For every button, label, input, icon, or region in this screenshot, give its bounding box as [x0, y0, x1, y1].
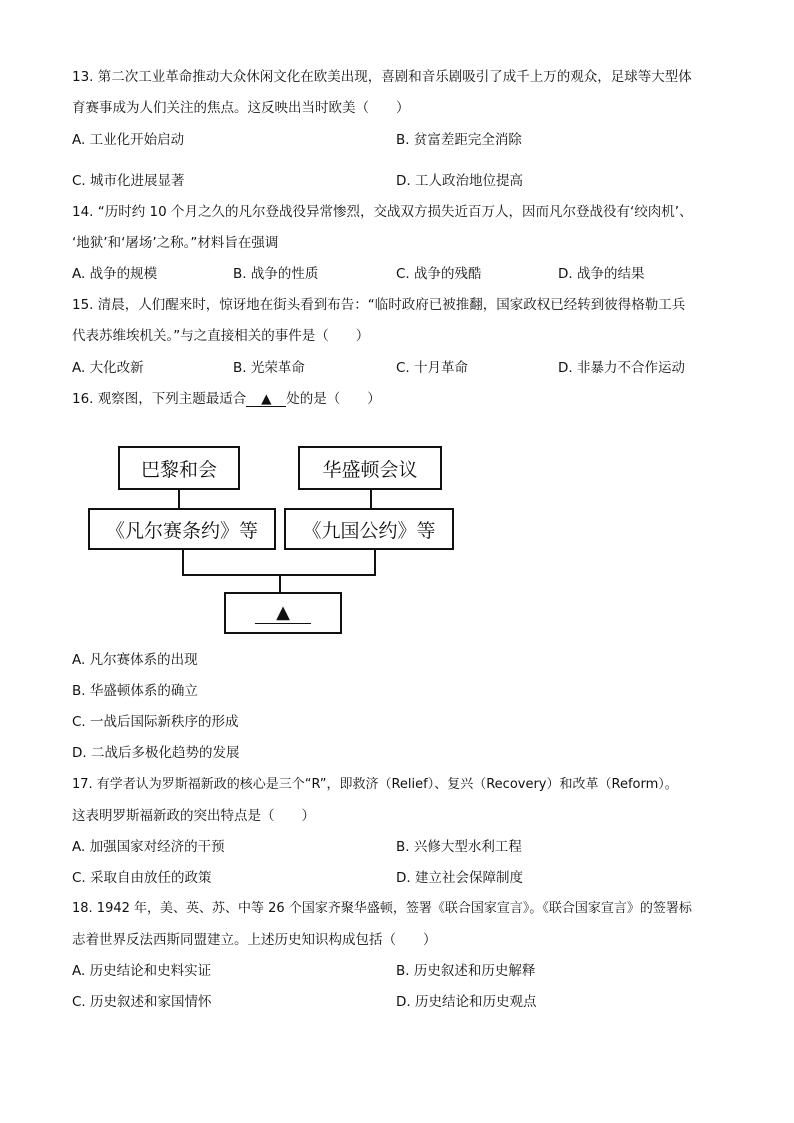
- q17-stem-line1: 17. 有学者认为罗斯福新政的核心是三个“R”，即救济（Relief）、复兴（Recovery）和改革（Reform）。: [72, 777, 678, 792]
- q16-option-d[interactable]: D. 二战后多极化趋势的发展: [72, 745, 240, 761]
- q16-stem-suffix: 处的是（ ）: [286, 391, 381, 407]
- q13-option-d[interactable]: D. 工人政治地位提高: [396, 173, 523, 189]
- q15-option-a[interactable]: A. 大化改新: [72, 360, 144, 376]
- q16-option-c[interactable]: C. 一战后国际新秩序的形成: [72, 714, 239, 730]
- diagram-box-versailles-treaty: 《凡尔赛条约》等: [88, 508, 276, 550]
- diagram-connector: [374, 550, 376, 576]
- q15-option-c[interactable]: C. 十月革命: [396, 360, 469, 376]
- q15-option-b[interactable]: B. 光荣革命: [233, 360, 305, 376]
- q16-stem-prefix: 16. 观察图，下列主题最适合: [72, 391, 247, 407]
- diagram-connector: [178, 490, 180, 508]
- q13-option-a[interactable]: A. 工业化开始启动: [72, 132, 185, 148]
- diagram-box-answer-blank: [224, 592, 342, 634]
- q13-option-b[interactable]: B. 贫富差距完全消除: [396, 132, 522, 148]
- q17-option-d[interactable]: D. 建立社会保障制度: [396, 870, 523, 886]
- diagram-box-paris-conference: 巴黎和会: [118, 446, 240, 490]
- q14-stem-line1: 14. “历时约 10 个月之久的凡尔登战役异常惨烈，交战双方损失近百万人，因而凡尔登战役有‘绞肉机’、: [72, 204, 693, 220]
- q17-option-b[interactable]: B. 兴修大型水利工程: [396, 839, 522, 855]
- q18-stem-line2: 志着世界反法西斯同盟建立。上述历史知识构成包括（ ）: [72, 932, 437, 948]
- triangle-blank-icon: ▲: [246, 392, 286, 407]
- q17-option-a[interactable]: A. 加强国家对经济的干预: [72, 839, 225, 855]
- diagram-connector: [279, 576, 281, 592]
- triangle-blank-icon: ▲: [255, 603, 311, 624]
- q18-option-c[interactable]: C. 历史叙述和家国情怀: [72, 994, 212, 1010]
- diagram-box-washington-conference: 华盛顿会议: [298, 446, 442, 490]
- q14-option-a[interactable]: A. 战争的规模: [72, 266, 158, 282]
- q13-stem-line1: 13. 第二次工业革命推动大众休闲文化在欧美出现，喜剧和音乐剧吸引了成千上万的观众，足球等大型体: [72, 69, 692, 85]
- q14-option-d[interactable]: D. 战争的结果: [558, 266, 645, 282]
- diagram-connector: [182, 550, 184, 576]
- q13-stem-line2: 育赛事成为人们关注的焦点。这反映出当时欧美（ ）: [72, 100, 410, 116]
- q16-stem: [72, 389, 381, 409]
- q18-stem-line1: 18. 1942 年，美、英、苏、中等 26 个国家齐聚华盛顿，签署《联合国家宣言》。《联合国家宣言》的签署标: [72, 901, 692, 916]
- q14-option-c[interactable]: C. 战争的残酷: [396, 266, 482, 282]
- q16-option-a[interactable]: A. 凡尔赛体系的出现: [72, 652, 198, 668]
- q15-stem-line2: 代表苏维埃机关。”与之直接相关的事件是（ ）: [72, 328, 370, 344]
- diagram-connector: [370, 490, 372, 508]
- q15-option-d[interactable]: D. 非暴力不合作运动: [558, 360, 685, 376]
- q14-option-b[interactable]: B. 战争的性质: [233, 266, 319, 282]
- q16-option-b[interactable]: B. 华盛顿体系的确立: [72, 683, 198, 699]
- q18-option-b[interactable]: B. 历史叙述和历史解释: [396, 963, 536, 979]
- q18-option-a[interactable]: A. 历史结论和史料实证: [72, 963, 212, 979]
- q15-stem-line1: 15. 清晨，人们醒来时，惊讶地在街头看到布告：“临时政府已被推翻，国家政权已经转到彼得格勒工兵: [72, 297, 686, 313]
- q17-option-c[interactable]: C. 采取自由放任的政策: [72, 870, 212, 886]
- diagram-box-nine-power-treaty: 《九国公约》等: [284, 508, 454, 550]
- treaty-system-diagram: [84, 442, 464, 642]
- q18-option-d[interactable]: D. 历史结论和历史观点: [396, 994, 537, 1010]
- q13-option-c[interactable]: C. 城市化进展显著: [72, 173, 185, 189]
- q14-stem-line2: ‘地狱’和‘屠场’之称。”材料旨在强调: [72, 235, 279, 251]
- q17-stem-line2: 这表明罗斯福新政的突出特点是（ ）: [72, 808, 315, 824]
